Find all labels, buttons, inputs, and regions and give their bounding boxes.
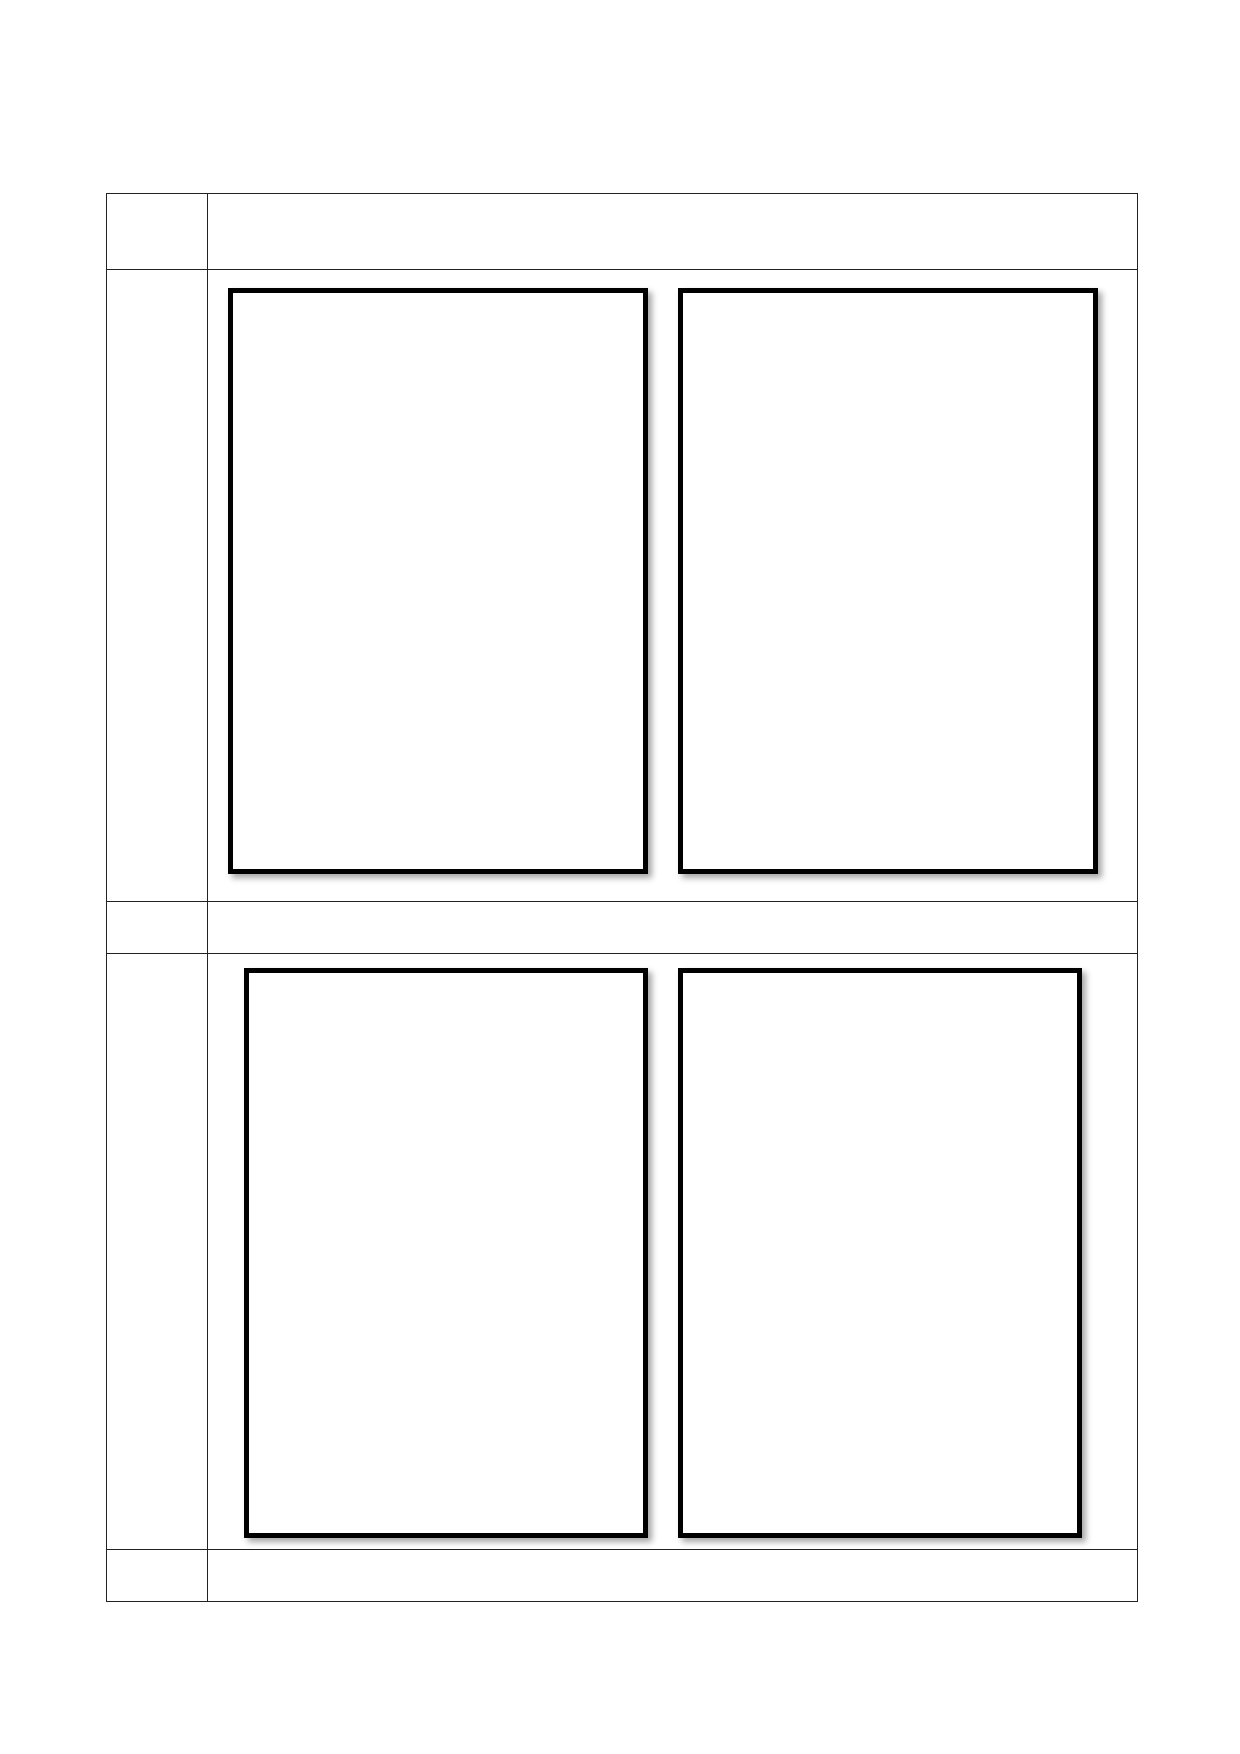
student-form-photo-1: [228, 288, 648, 874]
student-form-photo-2: [678, 288, 1098, 874]
row-label-photo-1: [107, 270, 208, 902]
parent-photos-cell: [208, 954, 1138, 1550]
row-label-desc-1: [107, 902, 208, 954]
row-label-photo-2: [107, 954, 208, 1550]
row-label-desc-2: [107, 1550, 208, 1602]
header-item: [107, 194, 208, 270]
parent-form-photo-1: [244, 968, 648, 1538]
header-content: [208, 194, 1138, 270]
desc-student: [208, 902, 1138, 954]
student-photos-cell: [208, 270, 1138, 902]
desc-parent: [208, 1550, 1138, 1602]
parent-form-photo-2: [678, 968, 1082, 1538]
activity-table: [106, 193, 1138, 1602]
